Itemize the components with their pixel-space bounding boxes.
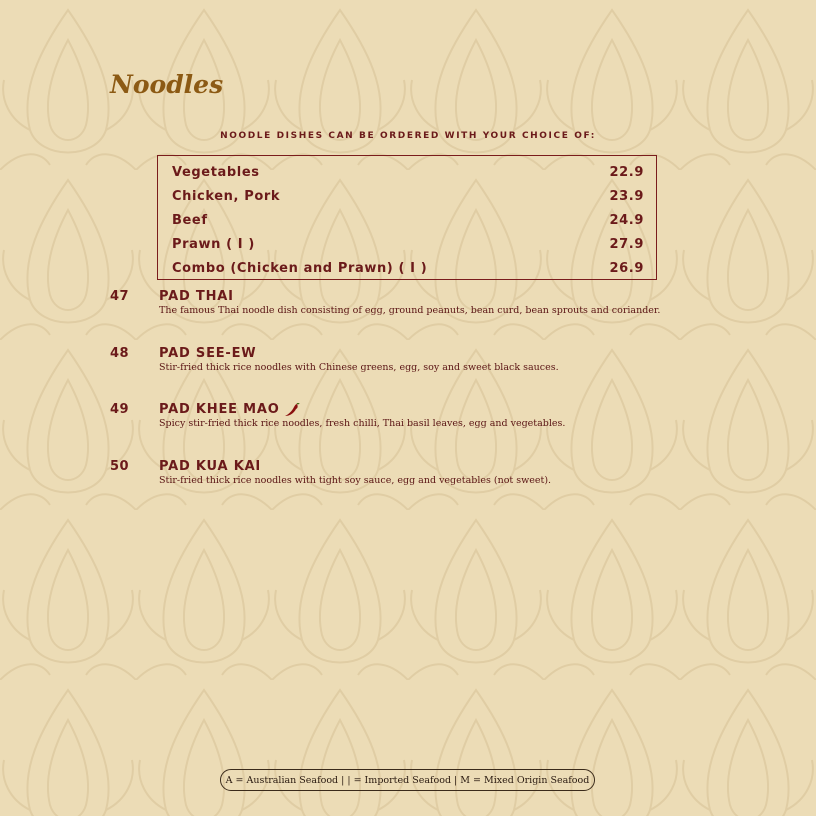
choice-label: Beef bbox=[172, 212, 208, 228]
dish-name: PAD KHEE MAO bbox=[159, 402, 280, 417]
dish-name: PAD SEE-EW bbox=[159, 346, 257, 361]
choice-row bbox=[172, 162, 644, 182]
dish-description: Spicy stir-fried thick rice noodles, fresh chilli, Thai basil leaves, egg and vegetables. bbox=[159, 418, 566, 429]
dish-number: 48 bbox=[110, 346, 130, 361]
dish-name-wrap bbox=[159, 402, 300, 417]
choice-row bbox=[172, 234, 644, 254]
dish-number: 50 bbox=[110, 459, 130, 474]
choice-price: 27.9 bbox=[609, 236, 644, 252]
choice-price-box bbox=[157, 155, 657, 280]
dish-number: 49 bbox=[110, 402, 130, 417]
choice-price: 23.9 bbox=[609, 188, 644, 204]
dish-name: PAD THAI bbox=[159, 289, 234, 304]
choice-label: Prawn ( I ) bbox=[172, 236, 255, 252]
choice-price: 22.9 bbox=[609, 164, 644, 180]
dish-description: Stir-fried thick rice noodles with Chinese greens, egg, soy and sweet black sauces. bbox=[159, 362, 559, 373]
choice-label: Chicken, Pork bbox=[172, 188, 281, 204]
choice-subtitle: NOODLE DISHES CAN BE ORDERED WITH YOUR CHOICE OF: bbox=[220, 131, 596, 141]
section-title: Noodles bbox=[110, 70, 224, 99]
dish-description: Stir-fried thick rice noodles with tight soy sauce, egg and vegetables (not sweet). bbox=[159, 475, 552, 486]
choice-price: 26.9 bbox=[609, 260, 644, 276]
dish-description: The famous Thai noodle dish consisting of egg, ground peanuts, bean curd, bean sprouts and coriander. bbox=[159, 305, 661, 316]
choice-row bbox=[172, 186, 644, 206]
dish-number: 47 bbox=[110, 289, 130, 304]
choice-label: Combo (Chicken and Prawn) ( I ) bbox=[172, 260, 428, 276]
dish-name: PAD KUA KAI bbox=[159, 459, 262, 474]
choice-label: Vegetables bbox=[172, 164, 260, 180]
choice-row bbox=[172, 210, 644, 230]
choice-price: 24.9 bbox=[609, 212, 644, 228]
chili-icon bbox=[284, 403, 300, 417]
choice-row bbox=[172, 258, 644, 278]
seafood-legend: A = Australian Seafood | | = Imported Seafood | M = Mixed Origin Seafood bbox=[220, 769, 595, 791]
